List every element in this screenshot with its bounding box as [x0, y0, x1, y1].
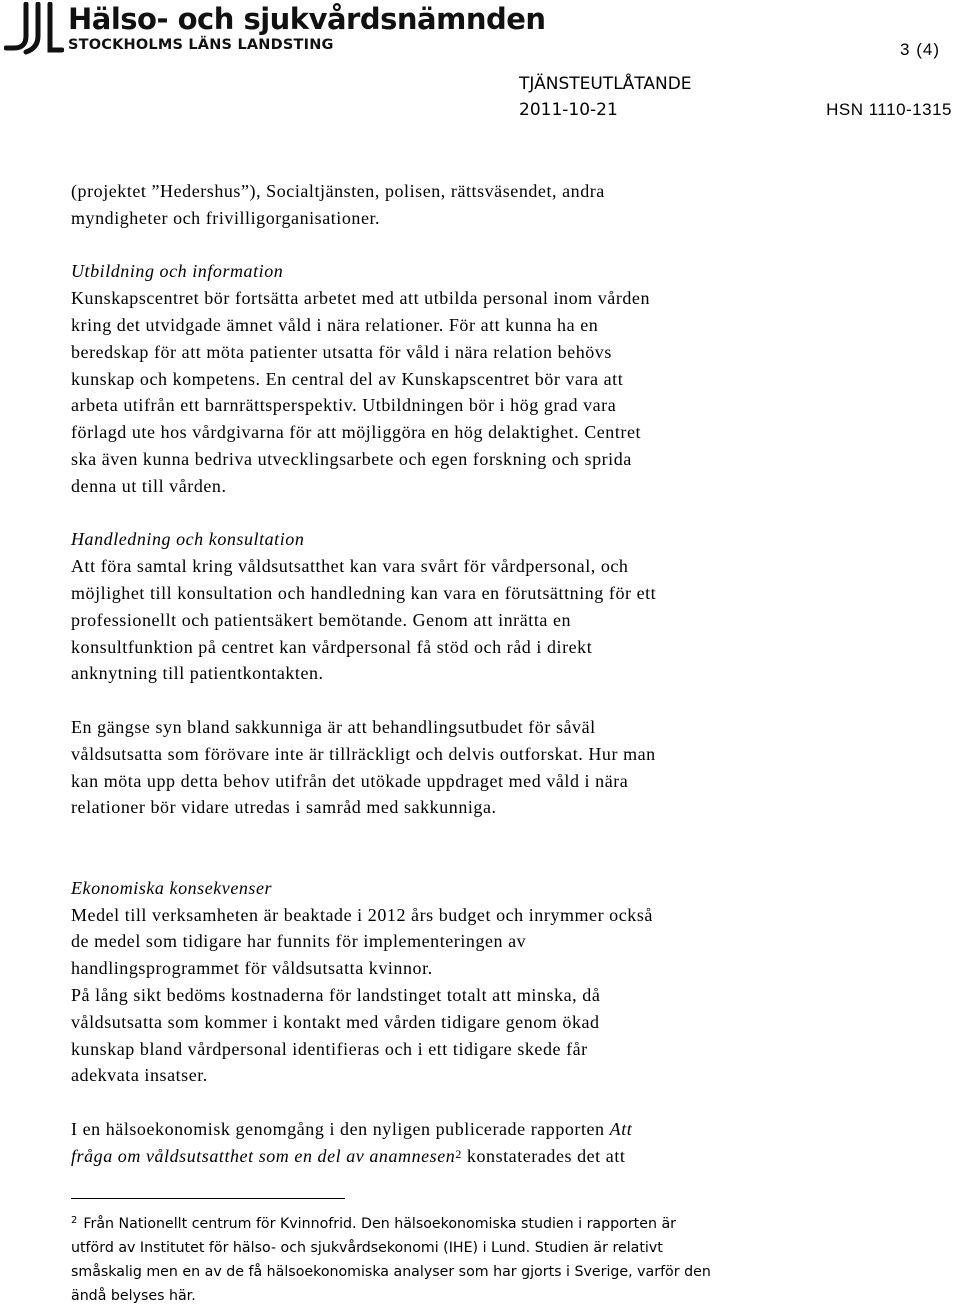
section-paragraph-rapport: I en hälsoekonomisk genomgång i den nyligen publicerade rapporten Att fråga om våldsutsatthet som en del av anamnesen$^2$ konstaterades det att — [71, 1118, 633, 1166]
section-paragraph-utbildning: Kunskapscentret bör fortsätta arbetet med att utbilda personal inom vården kring det utvidgade ämnet våld i nära relationer. För att kunna ha en beredskap för att möta patienter utsatta för våld i nära relation behövs kunskap och kompetens. En central del av Kunskapscentret bör vara att arbeta utifrån ett barnrättsperspektiv. Utbildningen bör i hög grad vara förlagd ute hos vårdgivarna för att möjliggöra en hög delaktighet. Centret ska även kunna bedriva utvecklingsarbete och egen forskning och sprida denna ut till vården. — [71, 288, 651, 496]
org-subtitle: STOCKHOLMS LÄNS LANDSTING — [68, 37, 334, 53]
footnote-reference: 2 — [455, 1146, 462, 1161]
report-title-part1: Att — [609, 1118, 633, 1139]
page-number: 3 (4) — [900, 40, 940, 59]
document-date: 2011-10-21 — [519, 100, 618, 120]
org-name: Hälso- och sjukvårdsnämnden — [68, 2, 546, 36]
section-paragraph-handledning: Att föra samtal kring våldsutsatthet kan vara svårt för vårdpersonal, och möjlighet till konsultation och handledning kan vara en förutsättning för ett professionellt och patientsäkert bemötande. Genom att inrätta en konsultfunktion på centret kan vårdpersonal få stöd och råd i direkt anknytning till patientkontakten. — [71, 556, 657, 684]
report-title-part2: fråga om våldsutsatthet som en del av anamnesen — [71, 1145, 456, 1166]
footnote-number: 2 — [71, 1215, 78, 1226]
document-reference: HSN 1110-1315 — [826, 100, 952, 119]
footnote-separator — [71, 1198, 345, 1199]
document-body — [71, 178, 931, 1169]
intro-paragraph: (projektet ”Hedershus”), Socialtjänsten, polisen, rättsväsendet, andra myndigheter och frivilligorganisationer. — [71, 181, 605, 228]
footnote: $^2$ Från Nationellt centrum för Kvinnofrid. Den hälsoekonomiska studien i rapporten är utförd av Institutet för hälso- och sjukvårdsekonomi (IHE) i Lund. Studien är relativt småskalig men en av de få hälsoekonomiska analyser som har gjorts i Sverige, varför den ändå belyses här. — [71, 1215, 711, 1304]
org-logo — [4, 2, 546, 56]
section-paragraph-behandling: En gängse syn bland sakkunniga är att behandlingsutbudet för såväl våldsutsatta som förövare inte är tillräckligt och delvis outforskat. Hur man kan möta upp detta behov utifrån det utökade uppdraget med våld i nära relationer bör vidare utredas i samråd med sakkunniga. — [71, 716, 656, 818]
document-type: TJÄNSTEUTLÅTANDE — [519, 74, 692, 94]
section-paragraph-ekonomi: Medel till verksamheten är beaktade i 2012 års budget och inrymmer också de medel som tidigare har funnits för implementeringen av handlingsprogrammet för våldsutsatta kvinnor. På lång sikt bedöms kostnaderna för landstinget totalt att minska, då våldsutsatta som kommer i kontakt med vården tidigare genom ökad kunskap bland vårdpersonal identifieras och i ett tidigare skede får adekvata insatser. — [71, 904, 653, 1086]
section-heading-ekonomi: Ekonomiska konsekvenser — [71, 877, 273, 898]
section-heading-utbildning: Utbildning och information — [71, 261, 284, 282]
sll-logo-icon — [4, 2, 64, 56]
section-heading-handledning: Handledning och konsultation — [71, 529, 305, 550]
